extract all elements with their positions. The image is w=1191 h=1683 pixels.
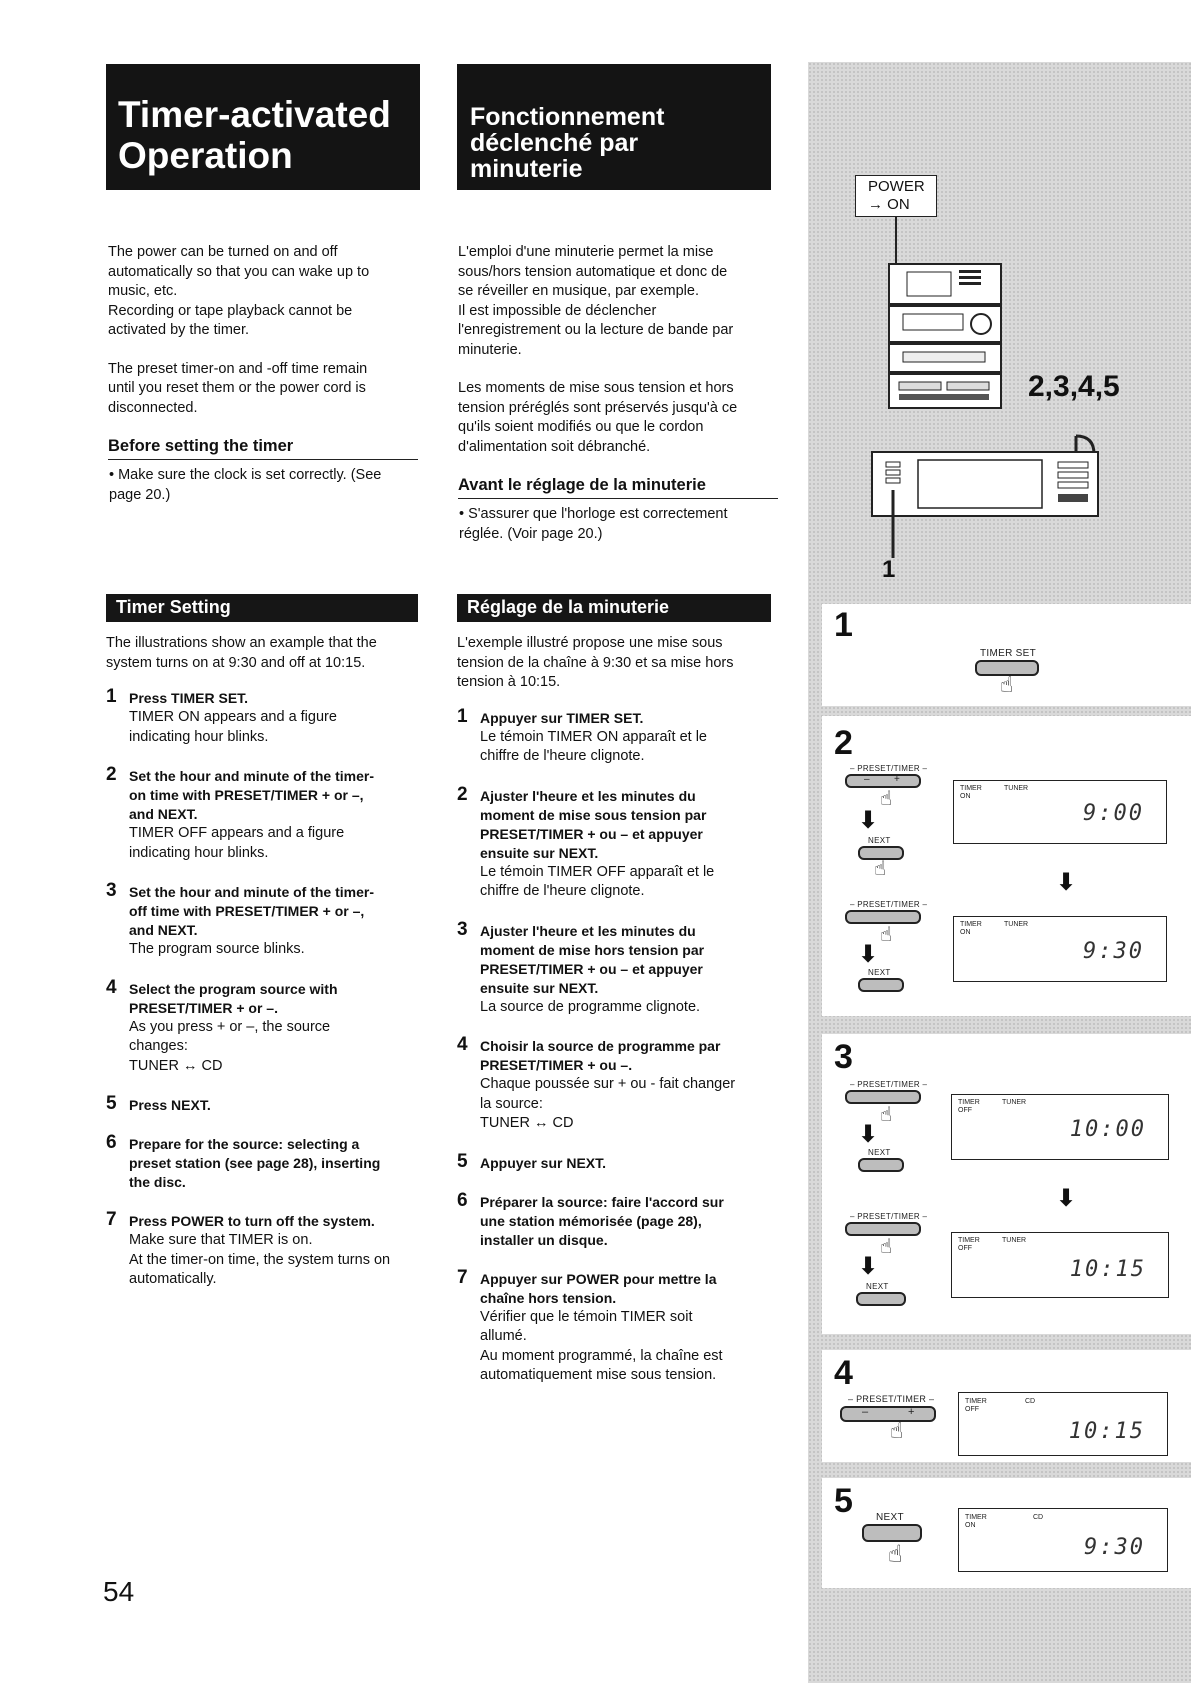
arrow-down-icon: ⬇ [858,1121,879,1148]
english-intro-paragraph: The power can be turned on and off automatically so that you can wake up to music, etc. Recording or tape playback cannot be activated by the timer. [108,244,370,338]
step-number: 6 [457,1189,468,1211]
french-setting-intro: L'exemple illustré propose une mise sous tension de la chaîne à 9:30 et sa mise hors tension à 10:15. [457,635,734,690]
hand-pointer-icon: ☝ [880,788,893,810]
page-number: 54 [103,1576,135,1607]
instruction-step [106,880,424,960]
arrow-down-icon: ⬇ [858,941,879,968]
hand-pointer-icon: ☝ [880,1236,893,1258]
step-number: 7 [106,1209,117,1230]
instruction-step [457,1189,777,1250]
step-description: Chaque poussée sur + ou - fait changer la source: TUNER ↔ CD [480,1076,736,1131]
instruction-step [457,1266,777,1386]
english-preset-paragraph: The preset timer-on and -off time remain until you reset them or the power cord is disconnected. [108,360,368,416]
next-button[interactable] [858,978,904,992]
english-before-heading: Before setting the timer [108,437,418,460]
step-number: 6 [106,1132,117,1153]
step-number: 1 [106,686,117,707]
power-pointer-line [895,217,897,267]
hand-pointer-icon: ☝ [874,858,887,880]
arrow-down-icon: ⬇ [1056,1185,1077,1212]
step-instruction: Set the hour and minute of the timer- on time with PRESET/TIMER + or –, and NEXT. [129,768,375,822]
french-timer-setting-heading: Réglage de la minuterie [457,594,771,622]
french-title-banner [457,64,771,190]
instruction-step [106,686,424,747]
step-description: TIMER ON appears and a figure indicating hour blinks. [129,709,337,745]
step-description: Make sure that TIMER is on. At the timer-on time, the system turns on automatically. [129,1232,391,1287]
next-label: NEXT [868,1148,891,1157]
preset-timer-button[interactable] [840,1406,936,1422]
hand-pointer-icon: ☝ [880,1104,893,1126]
step-description: Le témoin TIMER ON apparaît et le chiffre de l'heure clignote. [480,728,708,764]
arrow-down-icon: ⬇ [858,807,879,834]
step-instruction: Préparer la source: faire l'accord sur une station mémorisée (page 28), installer un disque. [480,1193,724,1248]
next-label: NEXT [876,1512,904,1523]
english-title-banner [106,64,420,190]
step-instruction: Appuyer sur POWER pour mettre la chaîne hors tension. [480,1270,717,1306]
next-button[interactable] [856,1292,906,1306]
step-4-number: 4 [834,1354,853,1392]
french-title-line: déclenché par [470,129,639,157]
french-intro [458,243,778,544]
step-instruction: Prepare for the source: selecting a preset station (see page 28), inserting the disc. [129,1136,381,1190]
step-3-number: 3 [834,1038,853,1076]
stereo-system-illustration [885,262,1005,412]
step-number: 7 [457,1266,468,1288]
preset-minus-label: – [862,1406,869,1418]
hand-pointer-icon: ☝ [1000,672,1014,697]
display-timer-on-tuner: TIMER ON TUNER 9:00 [953,780,1167,844]
next-label: NEXT [868,836,891,845]
instruction-step [457,1150,777,1173]
display-timer-on-tuner: TIMER ON TUNER 9:30 [953,916,1167,982]
hand-pointer-icon: ☝ [888,1541,903,1568]
display-timer-on-cd: TIMER ON CD 9:30 [958,1508,1168,1572]
step-5-number: 5 [834,1482,853,1520]
instruction-step [106,1132,424,1192]
instruction-step [106,1209,424,1290]
step-instruction: Press POWER to turn off the system. [129,1213,375,1229]
preset-timer-label: – PRESET/TIMER – [848,1394,935,1404]
preset-plus-label: + [908,1406,915,1418]
callout-steps-2-5: 2,3,4,5 [1028,370,1120,403]
step-instruction: Select the program source with PRESET/TIMER + or –. [129,980,338,1016]
english-step-list [106,686,424,1290]
step-number: 3 [457,918,468,940]
french-before-heading: Avant le réglage de la minuterie [458,476,778,499]
instruction-step [106,764,424,863]
preset-timer-label: – PRESET/TIMER – [850,1212,928,1221]
english-title-line: Timer-activated [118,94,391,135]
step-number: 3 [106,880,117,901]
french-intro-paragraph: L'emploi d'une minuterie permet la mise sous/hors tension automatique et donc de se réveiller en musique, par exemple. Il est impossible de déclencher l'enregistrement ou la lecture de bande par minuterie. [458,244,734,358]
step-2-number: 2 [834,724,853,762]
english-before-bullet: • Make sure the clock is set correctly. (See page 20.) [109,467,382,503]
french-title-line: Fonctionnement [470,103,665,131]
instruction-step [106,976,424,1077]
preset-plus-label: + [894,774,901,785]
hand-pointer-icon: ☝ [880,924,893,946]
instruction-step [457,918,777,1018]
display-timer-off-tuner: TIMER OFF TUNER 10:00 [951,1094,1169,1160]
step-instruction: Ajuster l'heure et les minutes du moment de mise sous tension par PRESET/TIMER + ou – et appuyer ensuite sur NEXT. [480,787,707,861]
hand-pointer-icon: ☝ [890,1418,904,1443]
next-label: NEXT [866,1282,889,1291]
instruction-step [457,705,777,767]
english-timer-setting-heading: Timer Setting [106,594,418,622]
preset-minus-label: – [864,774,870,785]
step-number: 5 [457,1150,468,1172]
step-instruction: Choisir la source de programme par PRESET/TIMER + ou –. [480,1038,721,1073]
step-number: 4 [457,1034,468,1055]
arrow-down-icon: ⬇ [1056,869,1077,896]
french-title-line: minuterie [470,155,583,183]
step-instruction: Appuyer sur NEXT. [480,1154,607,1171]
french-steps [457,634,777,1406]
step-description: The program source blinks. [129,941,305,957]
step-description: TIMER OFF appears and a figure indicating hour blinks. [129,825,345,861]
power-label-box: POWER → ON [855,175,937,217]
display-timer-off-tuner: TIMER OFF TUNER 10:15 [951,1232,1169,1298]
step-description: Le témoin TIMER OFF apparaît et le chiffre de l'heure clignote. [480,863,715,899]
step-number: 1 [457,705,468,727]
english-steps [106,634,424,1310]
preset-timer-label: – PRESET/TIMER – [850,1080,928,1089]
next-button[interactable] [858,1158,904,1172]
preset-timer-label: – PRESET/TIMER – [850,900,928,909]
step-description: Vérifier que le témoin TIMER soit allumé. Au moment programmé, la chaîne est automatiquement mise sous tension. [480,1308,723,1383]
step-number: 4 [106,976,117,998]
french-preset-paragraph: Les moments de mise sous tension et hors tension préréglés sont préservés jusqu'à ce qu'ils soient modifiés ou que le cordon d'alimentation soit débranché. [458,380,738,455]
next-label: NEXT [868,968,891,977]
english-title-line: Operation [118,135,293,176]
instruction-step [106,1093,424,1115]
timer-set-label: TIMER SET [980,648,1037,659]
french-step-list [457,705,777,1386]
stereo-tape-unit [889,374,1001,408]
english-setting-intro: The illustrations show an example that the system turns on at 9:30 and off at 10:15. [106,635,377,671]
display-timer-off-cd: TIMER OFF CD 10:15 [958,1392,1168,1456]
step-instruction: Appuyer sur TIMER SET. [480,709,644,726]
step-instruction: Ajuster l'heure et les minutes du moment de mise hors tension par PRESET/TIMER + ou – et appuyer ensuite sur NEXT. [480,922,705,996]
french-before-bullet: • S'assurer que l'horloge est correctement réglée. (Voir page 20.) [459,506,728,542]
step-number: 2 [457,783,468,805]
step-instruction: Press NEXT. [129,1097,211,1113]
step-number: 2 [106,764,117,785]
step-1-number: 1 [834,606,853,644]
step-instruction: Press TIMER SET. [129,690,249,706]
step-description: La source de programme clignote. [480,998,701,1015]
step-instruction: Set the hour and minute of the timer- off time with PRESET/TIMER + or –, and NEXT. [129,884,375,938]
callout-step-1: 1 [882,556,896,583]
step-number: 5 [106,1093,117,1114]
arrow-down-icon: ⬇ [858,1253,879,1280]
front-panel-illustration [868,408,1108,568]
instruction-step [457,1034,777,1134]
step-description: As you press + or –, the source changes: TUNER ↔ CD [129,1018,331,1074]
instruction-step [457,783,777,902]
preset-timer-label: – PRESET/TIMER – [850,764,928,773]
english-intro [108,243,418,505]
